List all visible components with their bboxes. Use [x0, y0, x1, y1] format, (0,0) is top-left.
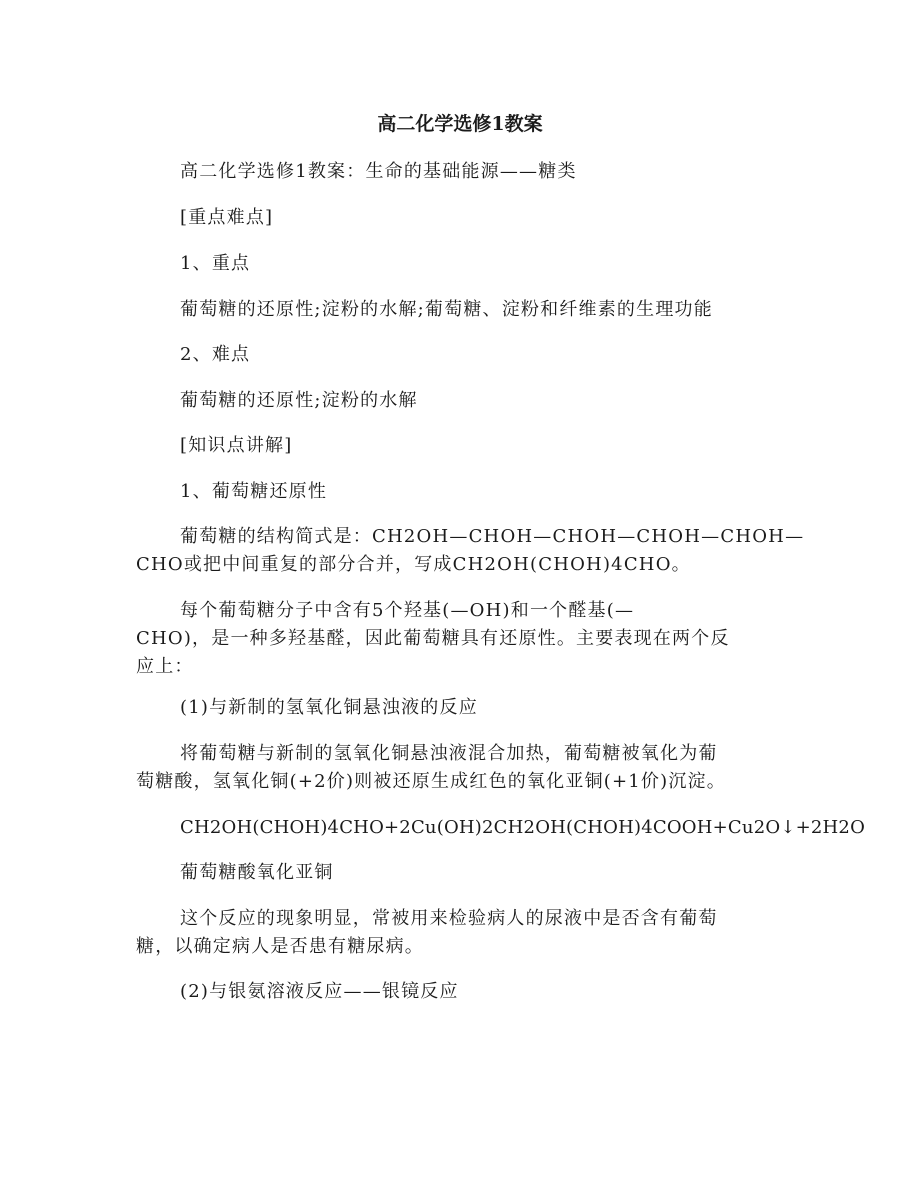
paragraph-glucose-structure: [136, 523, 805, 579]
paragraph-difficulty-content: [136, 387, 776, 415]
paragraph-line: 1、葡萄糖还原性: [180, 481, 328, 502]
paragraph-heading-knowledge: [136, 432, 776, 460]
paragraph-hydroxyl-aldehyde: [136, 597, 776, 681]
paragraph-line: 萄糖酸，氢氧化铜(+2价)则被还原生成红色的氧化亚铜(+1价)沉淀。: [136, 771, 726, 792]
paragraph-line: 糖，以确定病人是否患有糖尿病。: [136, 936, 424, 957]
paragraph-line: CHO)，是一种多羟基醛，因此葡萄糖具有还原性。主要表现在两个反: [136, 628, 730, 649]
paragraph-line: (2)与银氨溶液反应——银镜反应: [180, 981, 459, 1002]
paragraph-products: [136, 859, 776, 887]
paragraph-line: CHO或把中间重复的部分合并，写成CH2OH(CHOH)4CHO。: [136, 554, 691, 575]
paragraph-diabetes-test: [136, 905, 776, 961]
paragraph-line: 1、重点: [180, 253, 251, 274]
paragraph-focus-content: [136, 296, 776, 324]
paragraph-line: 葡萄糖的还原性;淀粉的水解: [180, 390, 418, 411]
paragraph-line: [重点难点]: [180, 207, 274, 228]
paragraph-line: 葡萄糖的结构简式是：CH2OH—CHOH—CHOH—CHOH—CHOH—: [180, 526, 805, 547]
paragraph-line: CH2OH(CHOH)4CHO+2Cu(OH)2CH2OH(CHOH)4COOH+Cu2O↓+2H2O: [180, 817, 866, 838]
paragraph-line: 应上：: [136, 656, 194, 677]
paragraph-line: 葡萄糖酸氧化亚铜: [180, 862, 334, 883]
paragraph-line: 每个葡萄糖分子中含有5个羟基(—OH)和一个醛基(—: [180, 600, 635, 621]
paragraph-line: 葡萄糖的还原性;淀粉的水解;葡萄糖、淀粉和纤维素的生理功能: [180, 299, 713, 320]
paragraph-line: 2、难点: [180, 344, 251, 365]
paragraph-line: (1)与新制的氢氧化铜悬浊液的反应: [180, 697, 478, 718]
paragraph-line: 高二化学选修1教案：生命的基础能源——糖类: [180, 161, 577, 182]
paragraph-heading-copper-hydroxide: [136, 694, 776, 722]
paragraph-heading-focus: [136, 250, 776, 278]
paragraph-copper-reaction: [136, 740, 776, 796]
paragraph-heading-silver-mirror: [136, 978, 776, 1006]
paragraph-reaction-equation: [136, 814, 866, 842]
paragraph-heading-difficulty: [136, 341, 776, 369]
paragraph-heading-glucose-reducibility: [136, 478, 776, 506]
document-title: 高二化学选修1教案: [377, 113, 543, 135]
paragraph-subtitle: [136, 158, 776, 186]
paragraph-line: 这个反应的现象明显，常被用来检验病人的尿液中是否含有葡萄: [180, 908, 718, 929]
paragraph-heading-key-points: [136, 204, 776, 232]
paragraph-line: [知识点讲解]: [180, 435, 293, 456]
paragraph-line: 将葡萄糖与新制的氢氧化铜悬浊液混合加热，葡萄糖被氧化为葡: [180, 743, 718, 764]
